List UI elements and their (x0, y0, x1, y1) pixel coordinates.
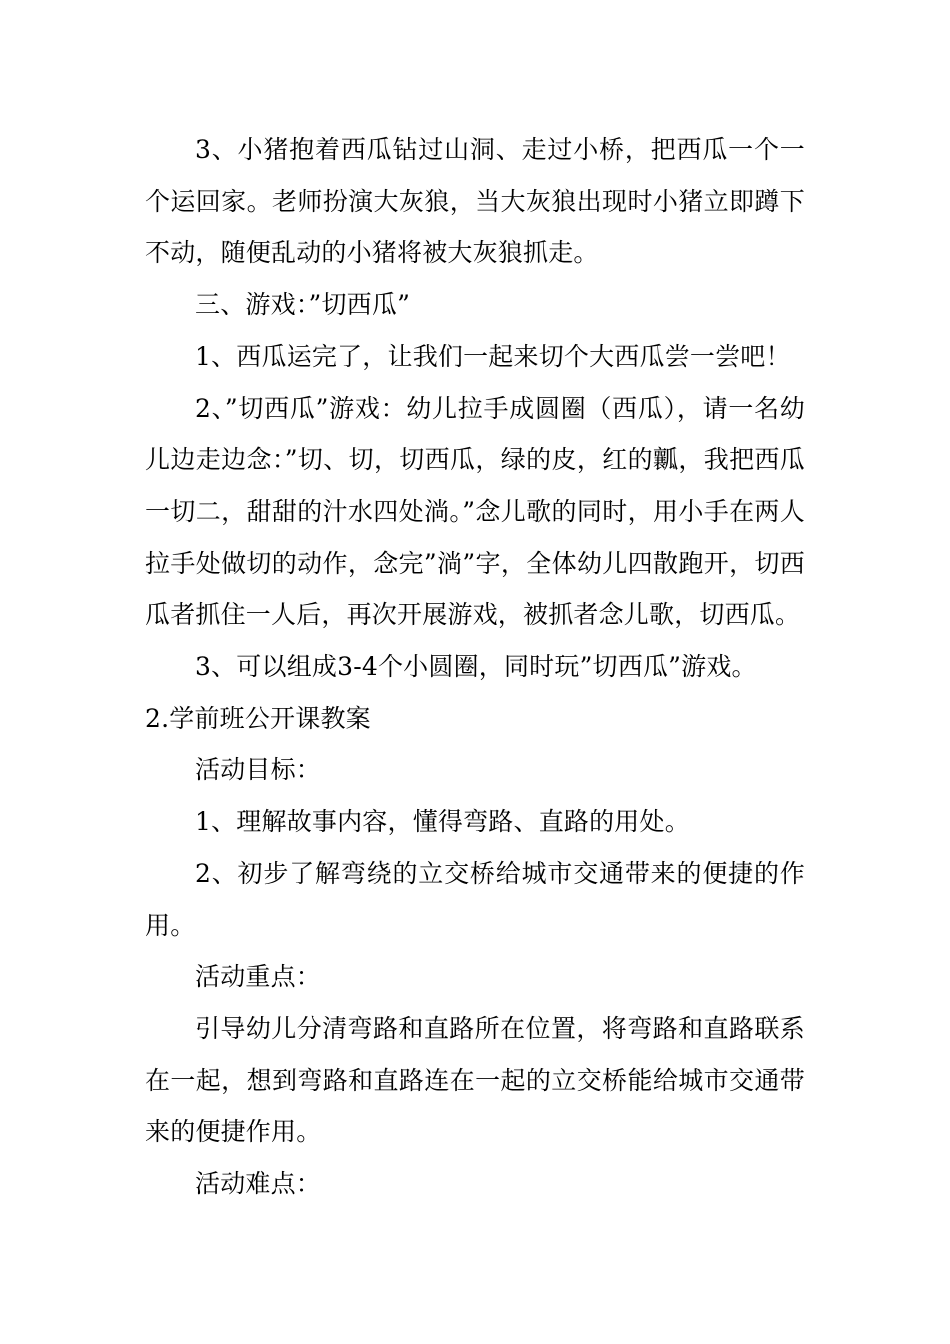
heading-activity-key-points: 活动重点： (195, 962, 322, 992)
document-section-title: 2.学前班公开课教案 (145, 703, 371, 733)
heading-activity-goals: 活动目标： (195, 755, 322, 785)
paragraph-goal-1: 1、理解故事内容，懂得弯路、直路的用处。 (195, 807, 690, 837)
paragraph-cut-watermelon-step-3: 3、可以组成3-4个小圆圈，同时玩”切西瓜”游戏。 (195, 652, 757, 682)
paragraph-key-points: 引导幼儿分清弯路和直路所在位置，将弯路和直路联系在一起，想到弯路和直路连在一起的立交桥能给城市交通带来的便捷作用。 (145, 1013, 805, 1147)
paragraph-pig-carry-watermelon: 3、小猪抱着西瓜钻过山洞、走过小桥，把西瓜一个一个运回家。老师扮演大灰狼，当大灰狼出现时小猪立即蹲下不动，随便乱动的小猪将被大灰狼抓走。 (145, 135, 805, 268)
paragraph-cut-watermelon-step-1: 1、西瓜运完了，让我们一起来切个大西瓜尝一尝吧！ (195, 341, 791, 371)
section-heading-cut-watermelon-game: 三、游戏：”切西瓜” (195, 290, 411, 320)
paragraph-cut-watermelon-step-2: 2、”切西瓜”游戏：幼儿拉手成圆圈（西瓜），请一名幼儿边走边念：”切、切，切西瓜，绿的皮，红的瓤，我把西瓜一切二，甜甜的汁水四处淌。”念儿歌的同时，用小手在两人拉手处做切的动作，念完”淌”字，全体幼儿四散跑开，切西瓜者抓住一人后，再次开展游戏，被抓者念儿歌，切西瓜。 (145, 393, 805, 630)
paragraph-goal-2: 2、初步了解弯绕的立交桥给城市交通带来的便捷的作用。 (145, 858, 805, 940)
document-body (145, 124, 805, 1210)
heading-activity-difficulties: 活动难点： (195, 1169, 322, 1199)
